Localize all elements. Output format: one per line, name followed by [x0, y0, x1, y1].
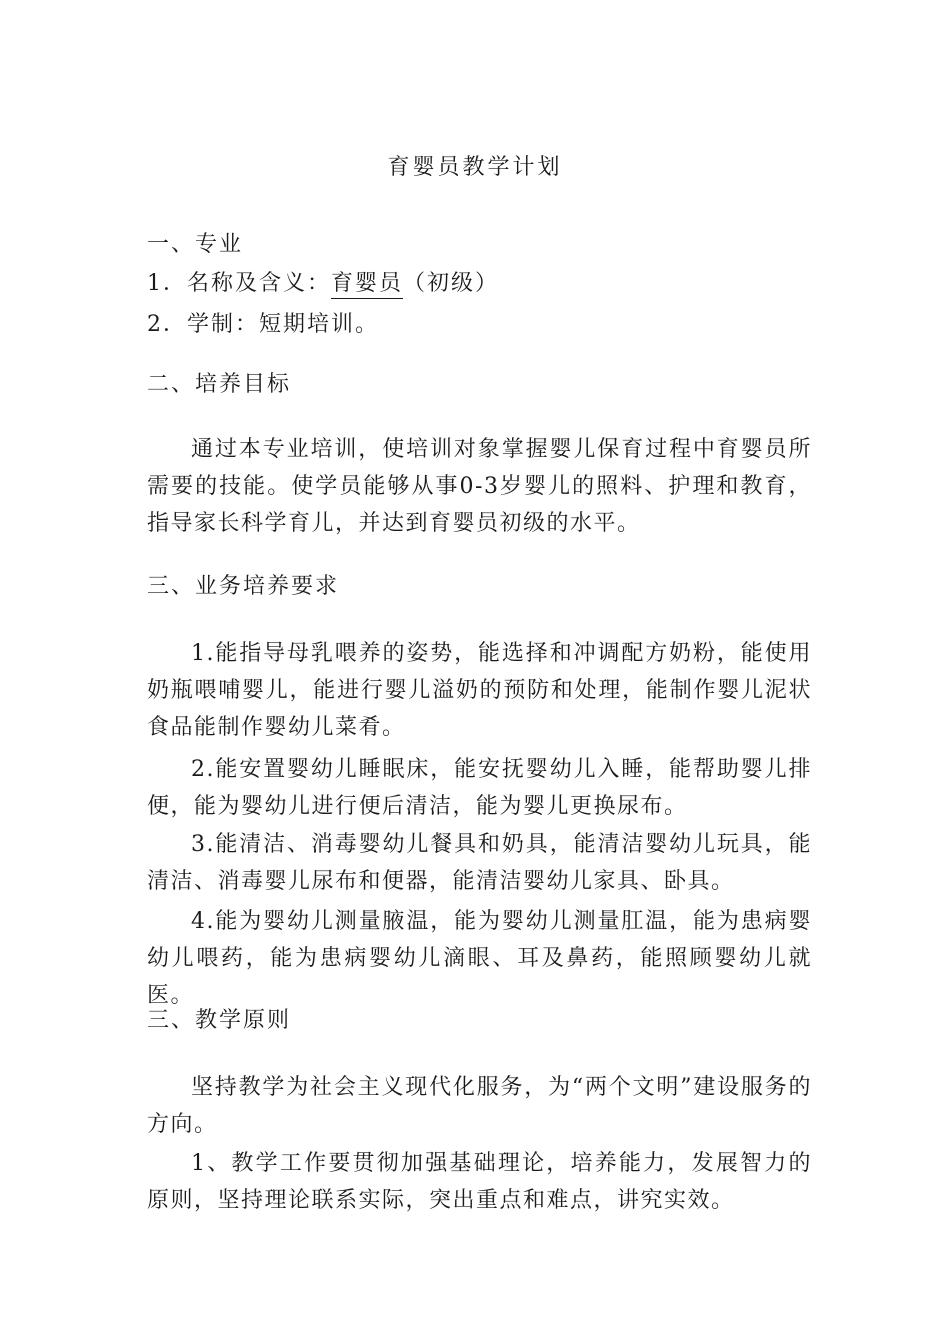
- requirement-item-3: 3.能清洁、消毒婴幼儿餐具和奶具，能清洁婴幼儿玩具，能清洁、消毒婴儿尿布和便器，能清洁婴幼儿家具、卧具。: [147, 832, 812, 894]
- requirement-item-4: 4.能为婴幼儿测量腋温，能为婴幼儿测量肛温，能为患病婴幼儿喂药，能为患病婴幼儿滴眼、耳及鼻药，能照顾婴幼儿就医。: [147, 909, 812, 1008]
- major-name-value: 育婴员: [331, 270, 403, 299]
- document-title: 育婴员教学计划: [387, 155, 563, 180]
- requirement-item-1: 1.能指导母乳喂养的姿势，能选择和冲调配方奶粉，能使用奶瓶喂哺婴儿，能进行婴儿溢奶的预防和处理，能制作婴儿泥状食品能制作婴幼儿菜肴。: [147, 641, 812, 740]
- section-heading-goals: 二、培养目标: [147, 372, 292, 397]
- section-heading-major: 一、专业: [147, 232, 244, 257]
- goals-paragraph: 通过本专业培训，使培训对象掌握婴儿保育过程中育婴员所需要的技能。使学员能够从事0-3岁婴儿的照料、护理和教育，指导家长科学育儿，并达到育婴员初级的水平。: [147, 437, 812, 536]
- major-name-suffix: （初级）: [403, 271, 500, 296]
- major-name-label: 1．名称及含义：: [147, 271, 331, 296]
- principles-paragraph-2: 1、教学工作要贯彻加强基础理论，培养能力，发展智力的原则，坚持理论联系实际，突出重点和难点，讲究实效。: [147, 1151, 812, 1213]
- section-heading-requirements: 三、业务培养要求: [147, 574, 340, 599]
- study-duration-line: 2．学制：短期培训。: [147, 312, 379, 337]
- major-name-line: [147, 268, 812, 300]
- requirement-item-2: 2.能安置婴幼儿睡眠床，能安抚婴幼儿入睡，能帮助婴儿排便，能为婴幼儿进行便后清洁，能为婴儿更换尿布。: [147, 757, 812, 819]
- principles-paragraph-1: 坚持教学为社会主义现代化服务，为“两个文明”建设服务的方向。: [147, 1075, 812, 1137]
- section-heading-principles: 三、教学原则: [147, 1008, 292, 1033]
